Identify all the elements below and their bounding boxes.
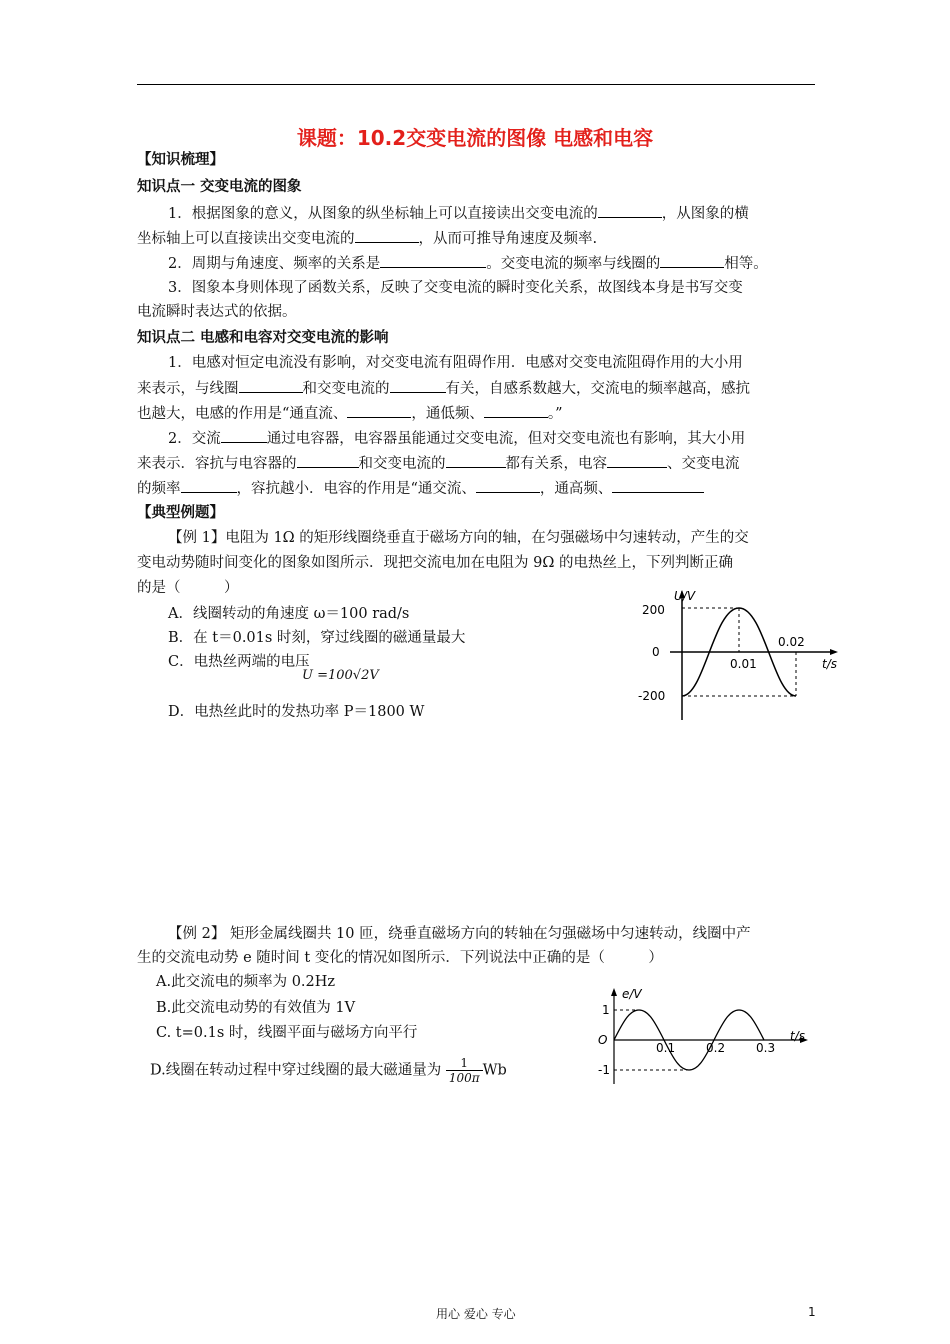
ex2-line2: 生的交流电动势 e 随时间 t 变化的情况如图所示．下列说法中正确的是（ ） [137, 950, 663, 966]
blank [607, 453, 667, 468]
blank [476, 478, 540, 493]
p1-line1b: ，从图象的横 [661, 206, 749, 222]
p2-line1: 1．电感对恒定电流没有影响，对交变电流有阻碍作用．电感对交变电流阻碍作用的大小用 [168, 355, 743, 371]
ex1-line3: 的是（ ） [137, 580, 239, 596]
p2-line6c: ，通高频、 [539, 481, 613, 497]
blank [446, 453, 506, 468]
blank [598, 203, 662, 218]
p1-line4: 3．图象本身则体现了函数关系，反映了交变电流的瞬时变化关系，故图线本身是书写交变 [168, 280, 743, 296]
ex2-x-tick1: 0.1 [656, 1041, 676, 1055]
footer-motto: 用心 爱心 专心 [436, 1307, 516, 1321]
p2-line5d: 、交变电流 [667, 456, 740, 472]
p2-line5b: 和交变电流的 [358, 456, 446, 472]
blank [297, 453, 359, 468]
p2-line2 [137, 378, 750, 399]
ex1-option-c-formula: U =100√2V [302, 668, 379, 683]
blank [390, 378, 446, 393]
blank [181, 478, 237, 493]
p1-line1 [168, 203, 749, 224]
ex2-option-c: C. t=0.1s 时，线圈平面与磁场方向平行 [156, 1025, 418, 1041]
examples-header: 【典型例题】 [137, 505, 224, 521]
ex2-option-b: B.此交流电动势的有效值为 1V [156, 1000, 356, 1016]
p2-line6 [137, 478, 704, 499]
p1-line2 [137, 228, 597, 249]
ex1-option-c: C．电热丝两端的电压 [168, 654, 310, 670]
p2-line6a: 的频率 [137, 481, 181, 497]
ex1-line1: 【例 1】电阻为 1Ω 的矩形线圈绕垂直于磁场方向的轴，在匀强磁场中匀速转动，产生的交 [168, 530, 749, 546]
ex2-ylabel: e/V [622, 987, 642, 1001]
p1-line3a: 2．周期与角速度、频率的关系是 [168, 256, 381, 272]
fraction-denominator: 100π [448, 1071, 480, 1085]
ex2-x-tick2: 0.2 [706, 1041, 726, 1055]
p2-line3c: 。” [547, 406, 563, 422]
p2-line4b: 通过电容器，电容器虽能通过交变电流，但对交变电流也有影响，其大小用 [266, 431, 746, 447]
p2-line2c: 有关，自感系数越大，交流电的频率越高，感抗 [445, 381, 750, 397]
ex1-option-d: D．电热丝此时的发热功率 P＝1800 W [168, 704, 425, 720]
p1-line1a: 1．根据图象的意义，从图象的纵坐标轴上可以直接读出交变电流的 [168, 206, 598, 222]
ex2-option-d-unit: Wb [482, 1062, 507, 1079]
p1-line3 [168, 253, 768, 274]
ex1-ylabel: U/V [674, 589, 696, 603]
p1-line3c: 相等。 [724, 256, 768, 272]
ex2-x-tick3: 0.3 [756, 1041, 776, 1055]
knowledge-header: 【知识梳理】 [137, 152, 224, 168]
ex2-option-d-text: D.线圈在转动过程中穿过线圈的最大磁通量为 [150, 1062, 442, 1079]
blank [221, 428, 267, 443]
ex2-y-top: 1 [602, 1003, 610, 1017]
p1-line2b: ，从而可推导角速度及频率. [418, 231, 598, 247]
p2-line2b: 和交变电流的 [302, 381, 390, 397]
header-rule [137, 84, 815, 85]
p2-line2a: 来表示，与线圈 [137, 381, 239, 397]
p2-line5 [137, 453, 740, 474]
ex1-option-a: A．线圈转动的角速度 ω＝100 rad/s [168, 606, 410, 622]
p2-line4 [168, 428, 745, 449]
ex2-option-a: A.此交流电的频率为 0.2Hz [156, 974, 336, 990]
blank [660, 253, 724, 268]
page-number: 1 [808, 1305, 816, 1319]
p2-line5c: 都有关系，电容 [505, 456, 607, 472]
p2-line3b: ，通低频、 [411, 406, 484, 422]
ex2-origin: O [598, 1033, 608, 1047]
ex2-option-d-fraction [446, 1056, 483, 1085]
p2-line3a: 也越大，电感的作用是“通直流、 [137, 406, 348, 422]
p2-line3 [137, 403, 563, 424]
p2-line6b: ，容抗越小．电容的作用是“通交流、 [236, 481, 476, 497]
p1-line3b: 。交变电流的频率与线圈的 [486, 256, 661, 272]
blank [484, 403, 548, 418]
ex1-line2: 变电动势随时间变化的图象如图所示．现把交流电加在电阻为 9Ω 的电热丝上，下列判断正确 [137, 555, 733, 571]
point1-header: 知识点一 交变电流的图象 [137, 179, 302, 195]
point2-header: 知识点二 电感和电容对交变电流的影响 [137, 330, 389, 346]
ex1-x-tick1: 0.01 [730, 657, 757, 671]
blank [612, 478, 704, 493]
blank [380, 253, 486, 268]
p1-line2a: 坐标轴上可以直接读出交变电流的 [137, 231, 355, 247]
ex1-option-b: B．在 t＝0.01s 时刻，穿过线圈的磁通量最大 [168, 630, 466, 646]
blank [347, 403, 411, 418]
fraction-numerator: 1 [446, 1056, 483, 1071]
ex1-graph [634, 586, 854, 722]
ex2-y-bottom: -1 [598, 1063, 610, 1077]
ex1-x-tick2: 0.02 [778, 635, 805, 649]
ex2-option-d [150, 1056, 507, 1085]
page-title: 课题：10.2交变电流的图像 电感和电容 [296, 126, 654, 150]
ex1-y-zero: 0 [652, 645, 660, 659]
ex2-graph [594, 986, 814, 1086]
ex2-line1: 【例 2】 矩形金属线圈共 10 匝，绕垂直磁场方向的转轴在匀强磁场中匀速转动，线圈中产 [168, 926, 751, 942]
ex2-xlabel: t/s [790, 1029, 805, 1043]
blank [355, 228, 419, 243]
ex1-y-bottom: -200 [638, 689, 666, 703]
p1-line5: 电流瞬时表达式的依据。 [137, 304, 297, 320]
p2-line5a: 来表示．容抗与电容器的 [137, 456, 297, 472]
ex1-xlabel: t/s [822, 657, 837, 671]
p2-line4a: 2．交流 [168, 431, 221, 447]
blank [239, 378, 303, 393]
ex1-y-top: 200 [642, 603, 665, 617]
